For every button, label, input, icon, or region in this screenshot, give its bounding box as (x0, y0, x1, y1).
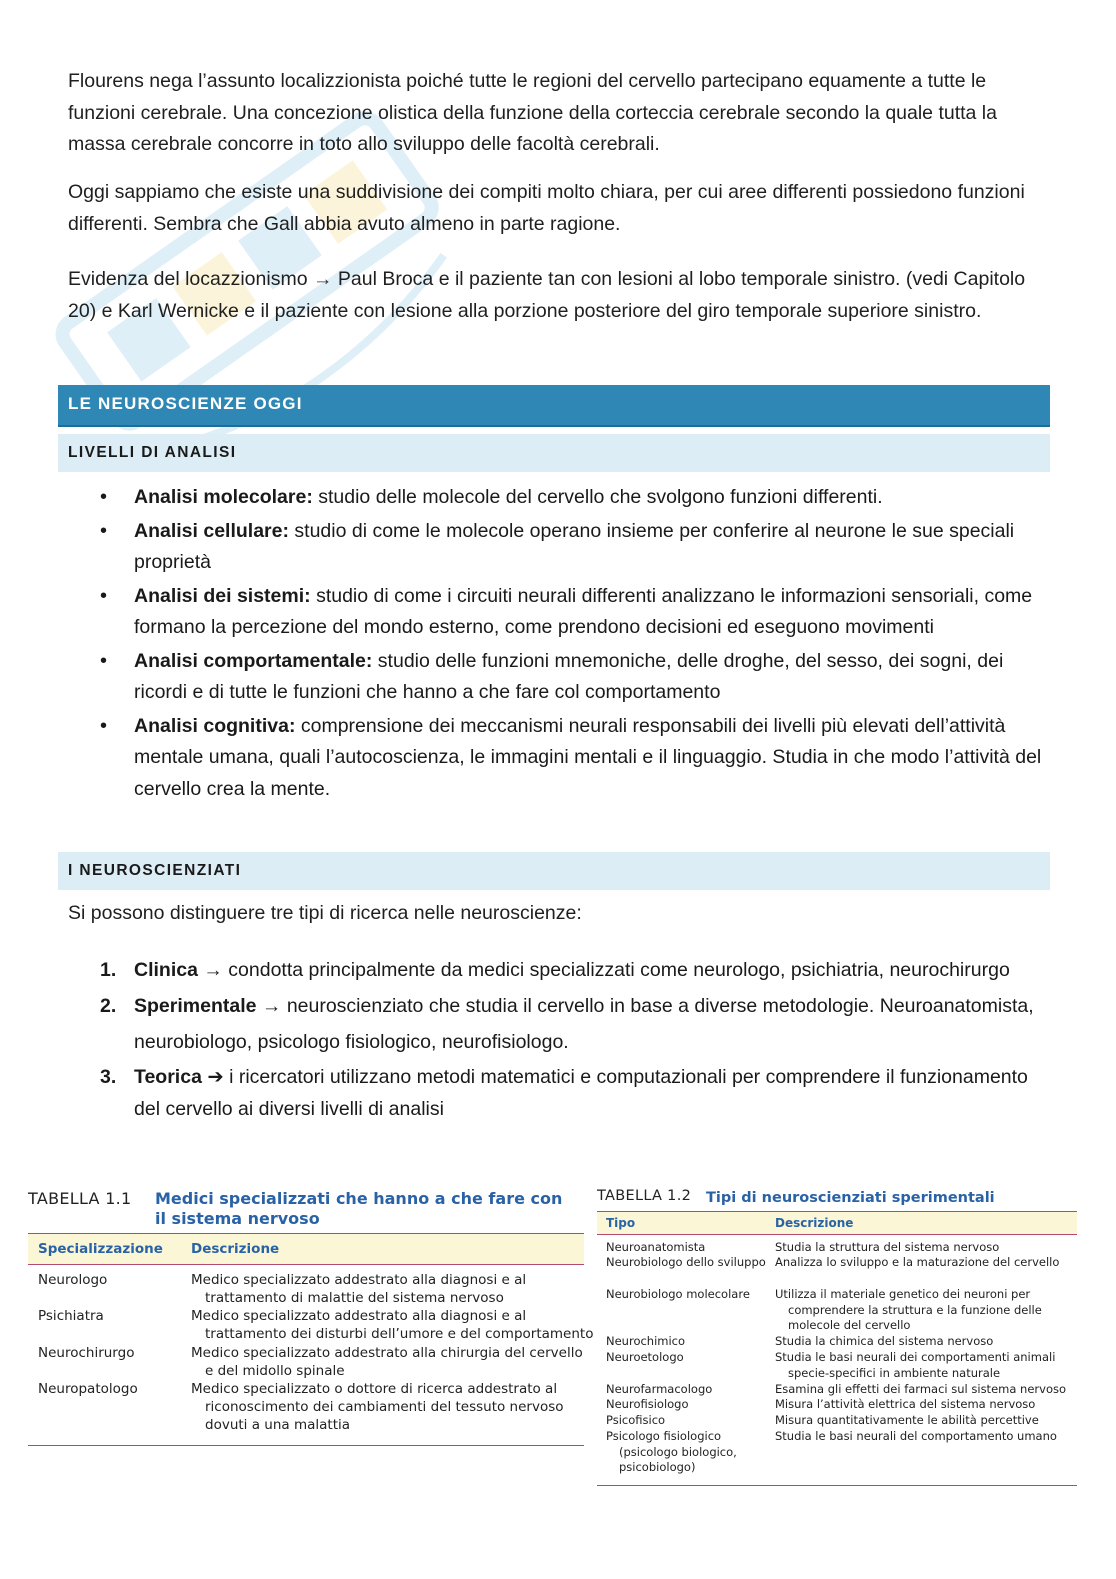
evidenza-lead: Evidenza del locazzionismo (68, 268, 308, 290)
table-cell: Misura quantitativamente le abilità percettive (775, 1413, 1039, 1427)
column-header: Tipo (606, 1216, 636, 1230)
table-number: TABELLA 1.2 (597, 1188, 692, 1204)
table-row (28, 1380, 584, 1436)
paragraph-tipi-ricerca: Si possono distinguere tre tipi di ricerca nelle neuroscienze: (68, 902, 582, 924)
arrow-icon: → (203, 959, 223, 981)
list-item (98, 646, 1043, 709)
section-heading-neuroscienze-oggi (58, 385, 1050, 427)
table-title: Medici specializzati che hanno a che fare con il sistema nervoso (155, 1189, 563, 1228)
list-item-text: studio di come i circuiti neurali differenti analizzano le informazioni sensoriali, come formano la percezione del mondo esterno, come prendono decisioni ed eseguono movimenti (134, 584, 1033, 638)
list-item (98, 988, 1043, 1060)
table-cell: Neurologo (38, 1272, 108, 1288)
table-cell: Neurobiologo molecolare (606, 1287, 750, 1301)
column-header: Descrizione (191, 1241, 280, 1257)
list-item (98, 1062, 1043, 1125)
list-item-term: Analisi cellulare: (134, 519, 289, 542)
list-item-text: studio delle molecole del cervello che svolgono funzioni differenti. (312, 486, 883, 508)
evidenza-rest: Paul Broca e il paziente tan con lesioni al lobo temporale sinistro. (vedi Capitolo 20) e Karl Wernicke e il paziente con lesione alla porzione posteriore del giro temporale superiore sinistro. (68, 268, 1026, 322)
section-heading-label: LE NEUROSCIENZE OGGI (68, 394, 303, 413)
table-header (28, 1233, 584, 1265)
table-cell: Neurochirurgo (38, 1345, 135, 1361)
list-number: 3. (100, 1066, 117, 1088)
table-cell: Medico specializzato addestrato alla chirurgia del cervello e del midollo spinale (191, 1345, 583, 1379)
column-header: Descrizione (775, 1216, 854, 1230)
table-cell: Neuroetologo (606, 1350, 684, 1364)
levels-list (98, 482, 1043, 807)
list-number: 2. (100, 995, 117, 1017)
table-cell: Utilizza il materiale genetico dei neuroni per comprendere la struttura e la funzione delle molecole del cervello (775, 1287, 1042, 1332)
table-cell: Psicologo fisiologico (psicologo biologico, psicobiologo) (606, 1429, 737, 1474)
list-item-text: studio delle funzioni mnemoniche, delle droghe, del sesso, dei sogni, dei ricordi e di tutte le funzioni che hanno a che fare col comportamento (134, 649, 1004, 703)
table-cell: Analizza lo sviluppo e la maturazione del cervello (775, 1255, 1060, 1269)
table-body (597, 1235, 1077, 1486)
list-item-term: Analisi dei sistemi: (134, 584, 311, 607)
list-item (98, 711, 1043, 806)
list-item-term: Clinica (134, 959, 198, 981)
list-item (98, 482, 1043, 514)
table-cell: Misura l’attività elettrica del sistema nervoso (775, 1397, 1036, 1411)
arrow-icon: ➔ (207, 1066, 224, 1088)
subsection-heading-livelli (58, 434, 1050, 472)
table-neuroscienziati-sperimentali (597, 1187, 1077, 1486)
arrow-icon: → (261, 995, 282, 1017)
research-types-list (98, 952, 1043, 1125)
subsection-heading-label: LIVELLI DI ANALISI (68, 444, 237, 461)
table-cell: Neuroanatomista (606, 1240, 706, 1254)
list-item-text: i ricercatori utilizzano metodi matematici e computazionali per comprendere il funzionamento del cervello ai diversi livelli di analisi (134, 1066, 1028, 1120)
table-header (597, 1211, 1077, 1235)
list-item-term: Sperimentale (134, 995, 257, 1017)
table-cell: Studia le basi neurali dei comportamenti animali specie-specifici in ambiente naturale (775, 1350, 1056, 1380)
table-cell: Neurobiologo dello sviluppo (606, 1255, 766, 1269)
table-cell: Medico specializzato addestrato alla diagnosi e al trattamento dei disturbi dell’umore e del comportamento (191, 1308, 594, 1342)
paragraph-flourens: Flourens nega l’assunto localizzionista poiché tutte le regioni del cervello partecipano equamente a tutte le funzioni cerebrale. Una concezione olistica della funzione della corteccia cerebrale secondo la quale tutta la massa cerebrale concorre in toto allo sviluppo delle facoltà cerebrali. (68, 70, 997, 155)
paragraph-evidenza (68, 264, 1053, 327)
table-cell: Neuropatologo (38, 1381, 138, 1397)
table-title: Tipi di neuroscienziati sperimentali (706, 1190, 995, 1206)
paragraph-oggi: Oggi sappiamo che esiste una suddivisione dei compiti molto chiara, per cui aree differenti possiedono funzioni differenti. Sembra che Gall abbia avuto almeno in parte ragione. (68, 181, 1025, 235)
list-item (98, 952, 1043, 988)
column-header: Specializzazione (38, 1241, 163, 1257)
list-item-text: comprensione dei meccanismi neurali responsabili dei livelli più elevati dell’attività mentale umana, quali l’autocoscienza, le immagini mentali e il linguaggio. Studia in che modo l’attività del cervello crea la mente. (134, 714, 1042, 800)
table-cell: Medico specializzato o dottore di ricerca addestrato al riconoscimento dei cambiamenti del tessuto nervoso dovuti a una malattia (191, 1381, 564, 1433)
subsection-heading-label: I NEUROSCIENZIATI (68, 862, 242, 879)
list-item-text: condotta principalmente da medici specializzati come neurologo, psichiatria, neurochirurgo (228, 959, 1010, 981)
list-item-text: neuroscienziato che studia il cervello in base a diverse metodologie. Neuroanatomista, neurobiologo, psicologo fisiologico, neurofisiologo. (134, 995, 1034, 1053)
table-cell: Medico specializzato addestrato alla diagnosi e al trattamento di malattie del sistema nervoso (191, 1272, 527, 1306)
arrow-icon: → (312, 268, 333, 290)
table-cell: Studia la chimica del sistema nervoso (775, 1334, 994, 1348)
table-row (28, 1271, 584, 1307)
table-caption (28, 1187, 584, 1233)
list-item-term: Analisi molecolare: (134, 486, 313, 508)
table-medici-specializzati (28, 1187, 594, 1446)
table-cell: Neurofarmacologo (606, 1382, 713, 1396)
table-number: TABELLA 1.1 (28, 1189, 132, 1208)
table-row (28, 1307, 594, 1343)
table-cell: Studia le basi neurali del comportamento umano (775, 1429, 1057, 1443)
list-item (98, 581, 1043, 644)
table-cell: Psichiatra (38, 1308, 104, 1324)
subsection-heading-neuroscienziati (58, 852, 1050, 890)
list-item-term: Teorica (134, 1066, 202, 1088)
table-row (28, 1344, 584, 1380)
table-cell: Neurochimico (606, 1334, 686, 1348)
table-cell: Neurofisiologo (606, 1397, 689, 1411)
list-item-text: studio di come le molecole operano insieme per conferire al neurone le sue speciali proprietà (134, 519, 1015, 573)
list-item (98, 516, 1043, 579)
list-number: 1. (100, 959, 117, 981)
table-cell: Psicofisico (606, 1413, 666, 1427)
table-cell: Esamina gli effetti dei farmaci sul sistema nervoso (775, 1382, 1067, 1396)
list-item-term: Analisi comportamentale: (134, 649, 373, 672)
list-item-term: Analisi cognitiva: (134, 714, 296, 737)
table-caption (597, 1187, 1077, 1211)
table-body (28, 1265, 594, 1446)
table-cell: Studia la struttura del sistema nervoso (775, 1240, 1000, 1254)
